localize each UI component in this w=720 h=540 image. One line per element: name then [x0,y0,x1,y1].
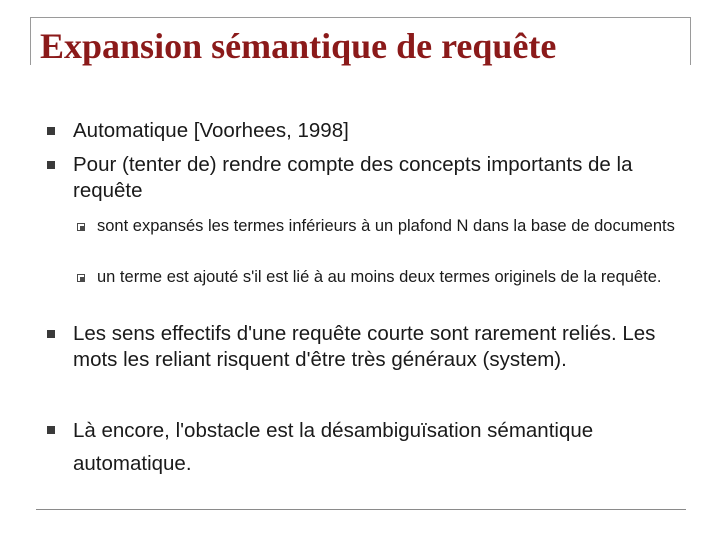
hollow-square-bullet-icon [77,274,85,282]
sub-bullet-text: sont expansés les termes inférieurs à un plafond N dans la base de documents [97,217,675,235]
bullet-item [73,414,688,480]
square-bullet-icon [47,330,55,338]
slide-title: Expansion sémantique de requête [40,26,557,66]
bullet-text: Les sens effectifs d'une requête courte sont rarement reliés. Les mots les reliant risquent d'être très généraux (system). [73,322,656,371]
sub-bullet-item [97,266,687,289]
bullet-item [73,152,688,204]
hollow-square-bullet-icon [77,223,85,231]
bullet-item [73,118,688,144]
bullet-text: Automatique [Voorhees, 1998] [73,119,349,142]
square-bullet-icon [47,161,55,169]
bullet-item [73,321,688,373]
square-bullet-icon [47,127,55,135]
square-bullet-icon [47,426,55,434]
bullet-text: Là encore, l'obstacle est la désambiguïsation sémantique automatique. [73,419,594,475]
sub-bullet-item [97,215,687,238]
title-frame-top [30,17,690,18]
bottom-rule [36,509,686,510]
title-frame-left [30,17,31,65]
title-frame-right [690,17,691,65]
sub-bullet-text: un terme est ajouté s'il est lié à au moins deux termes originels de la requête. [97,268,662,286]
bullet-text: Pour (tenter de) rendre compte des concepts importants de la requête [73,153,633,202]
